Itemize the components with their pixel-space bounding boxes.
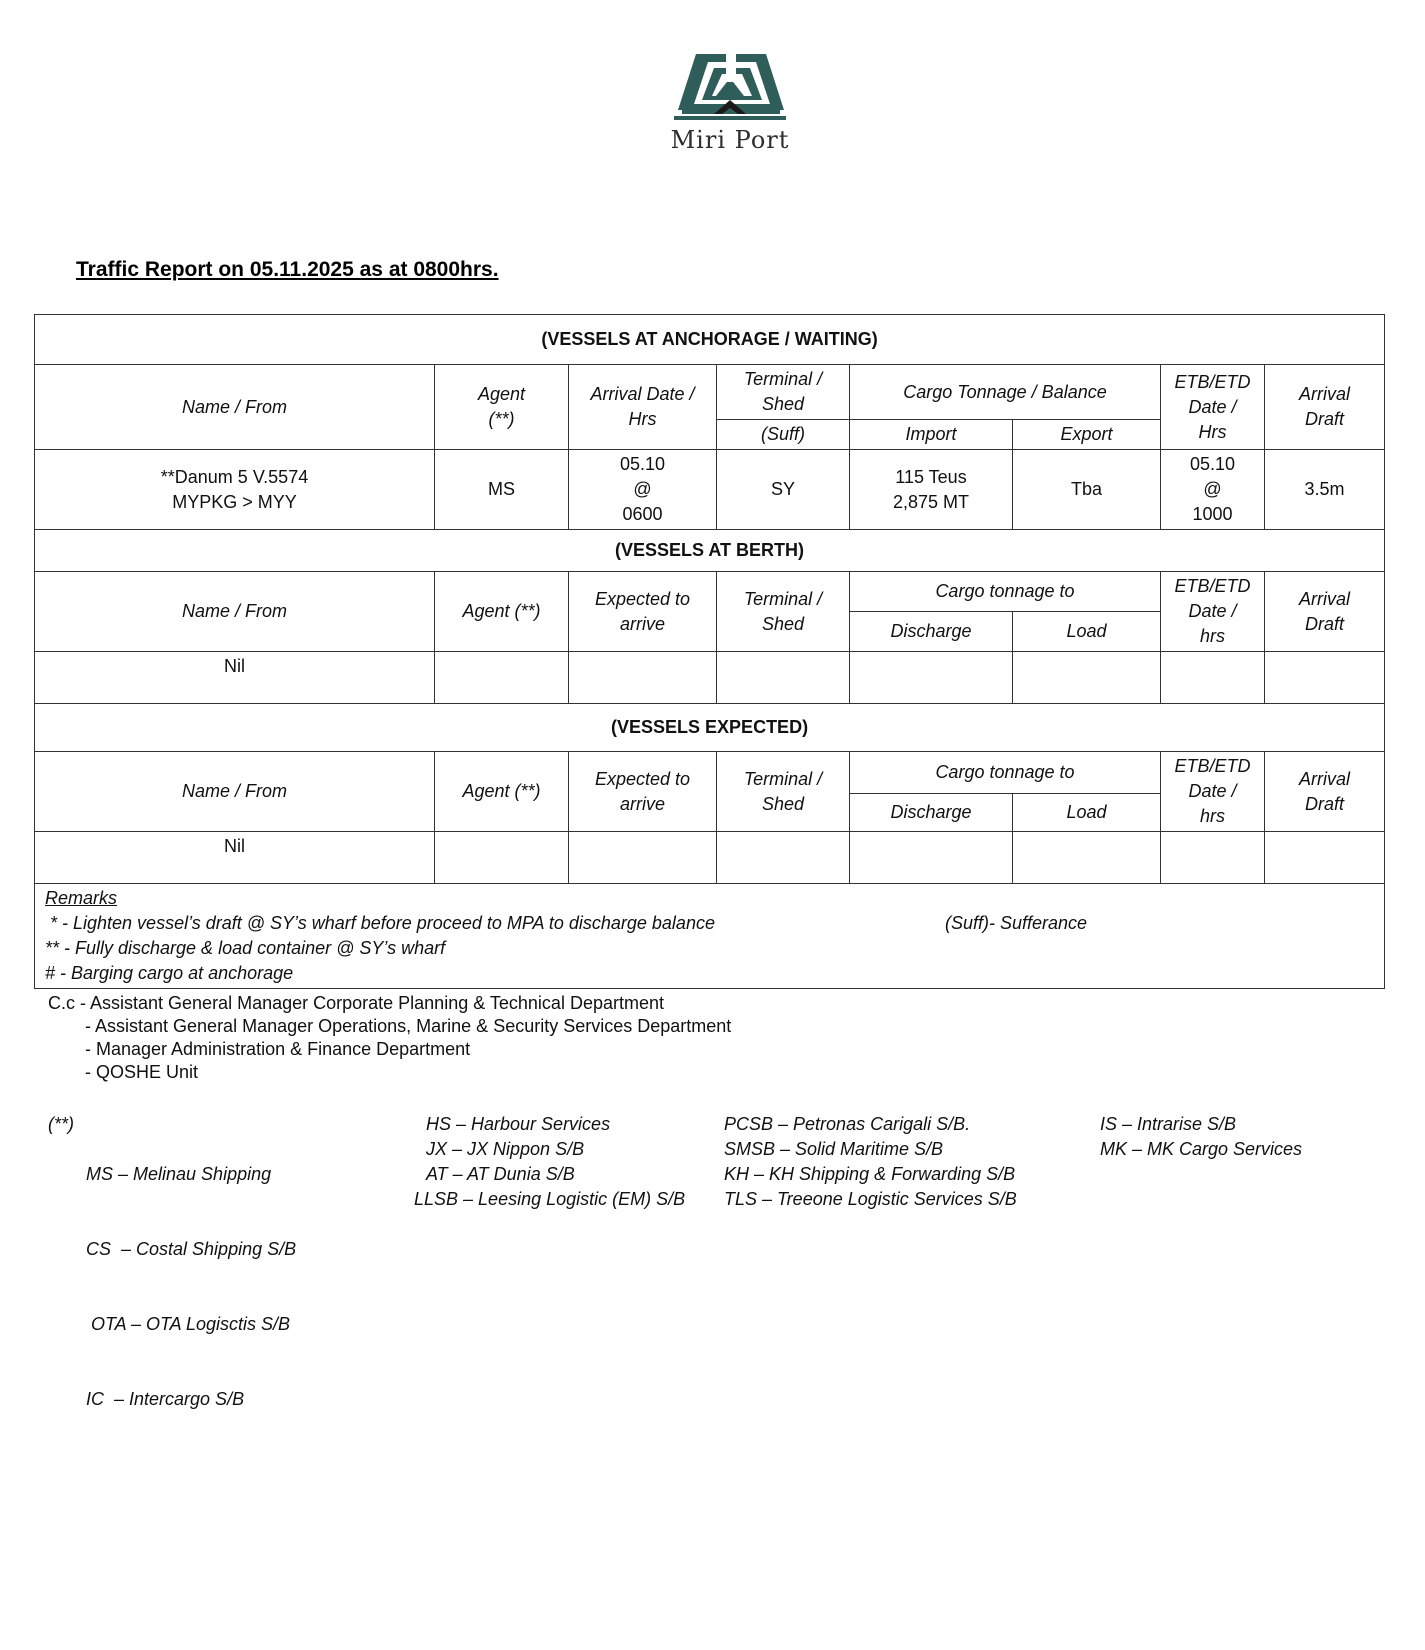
- cc-list: [48, 992, 731, 1084]
- table-row: [35, 652, 1385, 704]
- cell-etb: 05.10 @ 1000: [1161, 450, 1265, 530]
- cell-terminal: SY: [717, 450, 850, 530]
- hdr-agent: Agent (**): [435, 752, 569, 832]
- cc-line: - Assistant General Manager Operations, Marine & Security Services Department: [85, 1016, 732, 1036]
- legend-col-3: PCSB – Petronas Carigali S/B. SMSB – Solid Maritime S/B KH – KH Shipping & Forwarding S/B TLS – Treeone Logistic Services S/B: [724, 1114, 1017, 1209]
- miri-port-emblem-icon: [674, 52, 786, 122]
- hdr-import: Import: [850, 420, 1013, 450]
- cc-line: C.c - Assistant General Manager Corporate Planning & Technical Department: [48, 993, 664, 1013]
- cell-nil: Nil: [35, 652, 435, 704]
- cc-line: - QOSHE Unit: [85, 1062, 199, 1082]
- cc-line: - Manager Administration & Finance Department: [85, 1039, 471, 1059]
- hdr-discharge: Discharge: [850, 612, 1013, 652]
- legend-col-2: HS – Harbour Services JX – JX Nippon S/B AT – AT Dunia S/B LLSB – Leesing Logistic (EM) S/B: [414, 1114, 686, 1209]
- cell-vessel-name: **Danum 5 V.5574 MYPKG > MYY: [35, 450, 435, 530]
- hdr-name-from: Name / From: [35, 572, 435, 652]
- cell-import: 115 Teus 2,875 MT: [850, 450, 1013, 530]
- hdr-cargo: Cargo Tonnage / Balance: [850, 365, 1161, 420]
- legend-marker: (**): [48, 1114, 74, 1134]
- hdr-export: Export: [1013, 420, 1161, 450]
- hdr-draft: Arrival Draft: [1265, 365, 1385, 450]
- section-expected-title: (VESSELS EXPECTED): [35, 704, 1385, 752]
- remark-line: # - Barging cargo at anchorage: [45, 963, 294, 983]
- remarks-title: Remarks: [45, 888, 118, 908]
- table-row: [35, 832, 1385, 884]
- hdr-terminal: Terminal / Shed: [717, 752, 850, 832]
- cell-arrival: 05.10 @ 0600: [569, 450, 717, 530]
- logo-name: Miri Port: [670, 126, 790, 154]
- hdr-agent: Agent (**): [435, 365, 569, 450]
- hdr-expected: Expected to arrive: [569, 752, 717, 832]
- cell-agent: MS: [435, 450, 569, 530]
- hdr-expected: Expected to arrive: [569, 572, 717, 652]
- hdr-cargo: Cargo tonnage to: [850, 752, 1161, 794]
- legend-col-1: MS – Melinau Shipping CS – Costal Shipping S/B OTA – OTA Logisctis S/B IC – Intercargo S/B: [86, 1164, 297, 1409]
- hdr-arrival: Arrival Date / Hrs: [569, 365, 717, 450]
- hdr-terminal: Terminal / Shed: [717, 365, 850, 420]
- hdr-load: Load: [1013, 794, 1161, 832]
- hdr-etb: ETB/ETD Date / hrs: [1161, 572, 1265, 652]
- hdr-draft: Arrival Draft: [1265, 572, 1385, 652]
- traffic-table: [34, 314, 1385, 989]
- remark-suff-note: (Suff)- Sufferance: [945, 913, 1088, 933]
- miri-port-logo: [660, 52, 800, 154]
- hdr-discharge: Discharge: [850, 794, 1013, 832]
- hdr-load: Load: [1013, 612, 1161, 652]
- legend-col-4: IS – Intrarise S/B MK – MK Cargo Services: [1100, 1114, 1303, 1159]
- remarks: [35, 884, 1385, 989]
- hdr-suff: (Suff): [717, 420, 850, 450]
- section-anchorage-title: (VESSELS AT ANCHORAGE / WAITING): [35, 315, 1385, 365]
- hdr-etb: ETB/ETD Date / hrs: [1161, 752, 1265, 832]
- section-berth-title: (VESSELS AT BERTH): [35, 530, 1385, 572]
- hdr-terminal: Terminal / Shed: [717, 572, 850, 652]
- table-row: [35, 450, 1385, 530]
- hdr-name-from: Name / From: [35, 752, 435, 832]
- cell-export: Tba: [1013, 450, 1161, 530]
- hdr-name-from: Name / From: [35, 365, 435, 450]
- hdr-etb: ETB/ETD Date / Hrs: [1161, 365, 1265, 450]
- remark-line: * - Lighten vessel’s draft @ SY’s wharf before proceed to MPA to discharge balance: [45, 913, 715, 933]
- hdr-draft: Arrival Draft: [1265, 752, 1385, 832]
- cell-draft: 3.5m: [1265, 450, 1385, 530]
- remark-line: ** - Fully discharge & load container @ SY’s wharf: [45, 938, 446, 958]
- hdr-cargo: Cargo tonnage to: [850, 572, 1161, 612]
- cell-nil: Nil: [35, 832, 435, 884]
- report-title: Traffic Report on 05.11.2025 as at 0800hrs.: [76, 258, 499, 281]
- hdr-agent: Agent (**): [435, 572, 569, 652]
